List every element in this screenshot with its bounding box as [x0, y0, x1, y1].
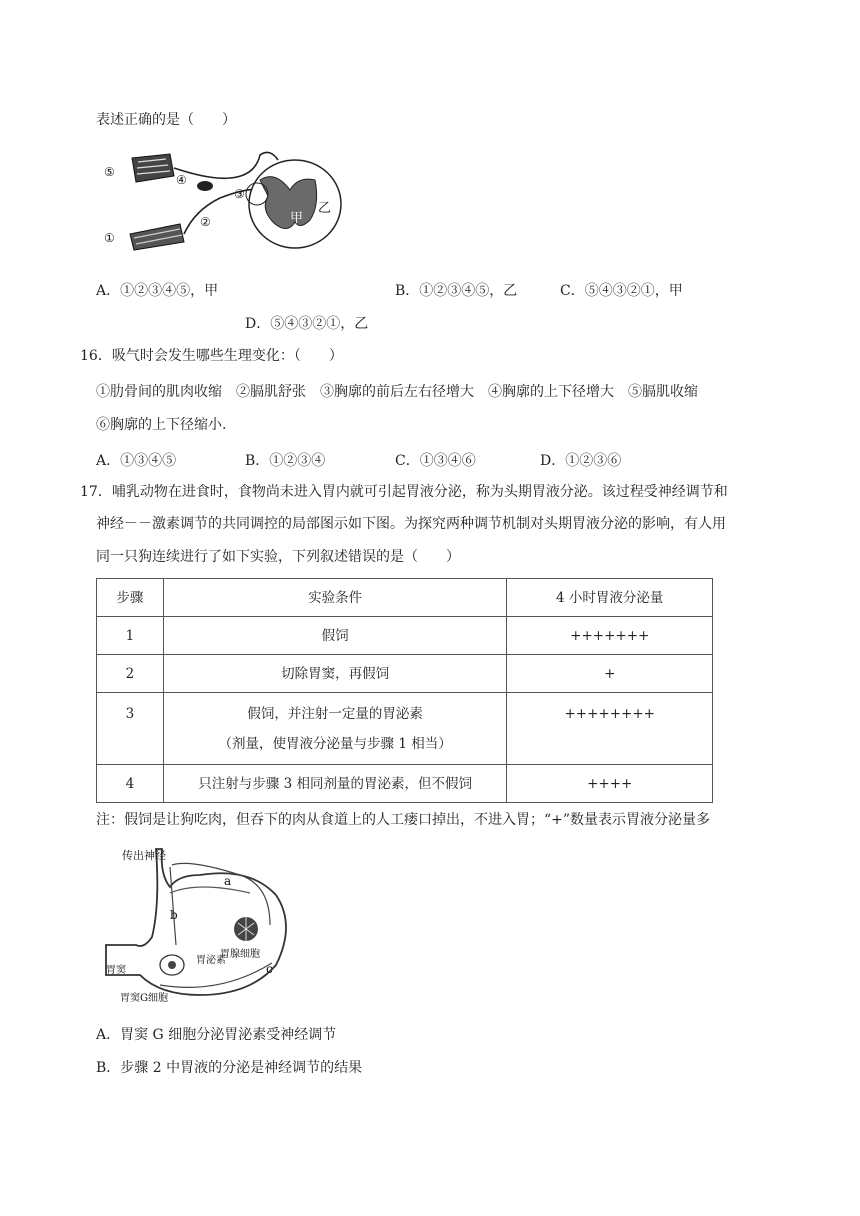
condition-cell [163, 693, 507, 765]
condition-line1: 假饲，并注射一定量的胃泌素 [247, 705, 423, 722]
q17-stem-line1: 17．哺乳动物在进食时，食物尚未进入胃内就可引起胃液分泌，称为头期胃液分泌。该过程受神经调节和 [80, 484, 728, 500]
q16-items-line1: ①肋骨间的肌肉收缩 ②膈肌舒张 ③胸廓的前后左右径增大 ④胸廓的上下径增大 ⑤膈肌收缩 [96, 384, 698, 400]
q17-option-a[interactable]: A．胃窦 G 细胞分泌胃泌素受神经调节 [96, 1027, 337, 1043]
fig15-label-5: ⑤ [104, 165, 115, 179]
fig15-label-1: ① [104, 231, 115, 245]
q17-option-b[interactable]: B．步骤 2 中胃液的分泌是神经调节的结果 [96, 1060, 363, 1076]
q16-stem: 16．吸气时会发生哪些生理变化：（ ） [80, 348, 343, 364]
q16-items-line2: ⑥胸廓的上下径缩小. [96, 417, 227, 433]
amount-cell: ++++ [507, 765, 713, 803]
q17-note: 注：假饲是让狗吃肉，但吞下的肉从食道上的人工瘘口掉出，不进入胃；“+”数量表示胃液分泌量多 [96, 812, 711, 828]
q17-stem-line3: 同一只狗连续进行了如下实验，下列叙述错误的是（ ） [96, 549, 460, 565]
table-header-row [97, 579, 713, 617]
q16-option-b[interactable]: B．①②③④ [245, 453, 326, 469]
amount-cell: +++++++ [507, 617, 713, 655]
label-gastric-gland: 胃腺细胞 [220, 949, 260, 960]
fig15-label-yi: 乙 [318, 201, 332, 216]
step-cell: 2 [97, 655, 164, 693]
header-condition: 实验条件 [163, 579, 507, 617]
label-gastrin: 胃泌素 [196, 955, 226, 966]
header-step: 步骤 [97, 579, 164, 617]
condition-cell: 切除胃窦，再假饲 [163, 655, 507, 693]
condition-cell: 假饲 [163, 617, 507, 655]
table-row [97, 655, 713, 693]
q15-option-a[interactable]: A．①②③④⑤，甲 [96, 283, 219, 299]
table-row [97, 617, 713, 655]
step-cell: 3 [97, 693, 164, 765]
amount-cell: + [507, 655, 713, 693]
condition-cell: 只注射与步骤 3 相同剂量的胃泌素，但不假饲 [163, 765, 507, 803]
q15-option-b[interactable]: B．①②③④⑤，乙 [395, 283, 518, 299]
amount-cell: ++++++++ [507, 693, 713, 765]
condition-line2: （剂量，使胃液分泌量与步骤 1 相当） [218, 735, 452, 752]
reflex-arc-figure [100, 150, 345, 262]
label-antrum: 胃窦 [106, 965, 126, 976]
stomach-regulation-figure [100, 845, 290, 1010]
q15-option-c[interactable]: C．⑤④③②①，甲 [560, 283, 683, 299]
q15-option-d[interactable]: D．⑤④③②①，乙 [245, 316, 369, 332]
fig15-label-2: ② [200, 215, 211, 229]
label-b: b [170, 908, 178, 922]
header-secretion: 4 小时胃液分泌量 [507, 579, 713, 617]
table-row [97, 765, 713, 803]
step-cell: 4 [97, 765, 164, 803]
fig15-label-jia: 甲 [290, 211, 304, 226]
label-efferent-nerve: 传出神经 [122, 849, 166, 862]
q16-option-d[interactable]: D．①②③⑥ [540, 453, 622, 469]
label-a: a [224, 874, 232, 888]
experiment-table [96, 578, 713, 803]
q16-option-c[interactable]: C．①③④⑥ [395, 453, 476, 469]
q16-option-a[interactable]: A．①③④⑤ [96, 453, 177, 469]
table-row [97, 693, 713, 765]
label-antrum-g-cell: 胃窦G细胞 [120, 993, 168, 1004]
q15-stem-tail: 表述正确的是（ ） [96, 112, 236, 128]
q17-stem-line2: 神经－－激素调节的共同调控的局部图示如下图。为探究两种调节机制对头期胃液分泌的影响，有人用 [96, 516, 726, 532]
fig15-label-3: ③ [234, 187, 245, 201]
step-cell: 1 [97, 617, 164, 655]
fig15-label-4: ④ [176, 173, 187, 187]
label-c: c [266, 962, 273, 976]
